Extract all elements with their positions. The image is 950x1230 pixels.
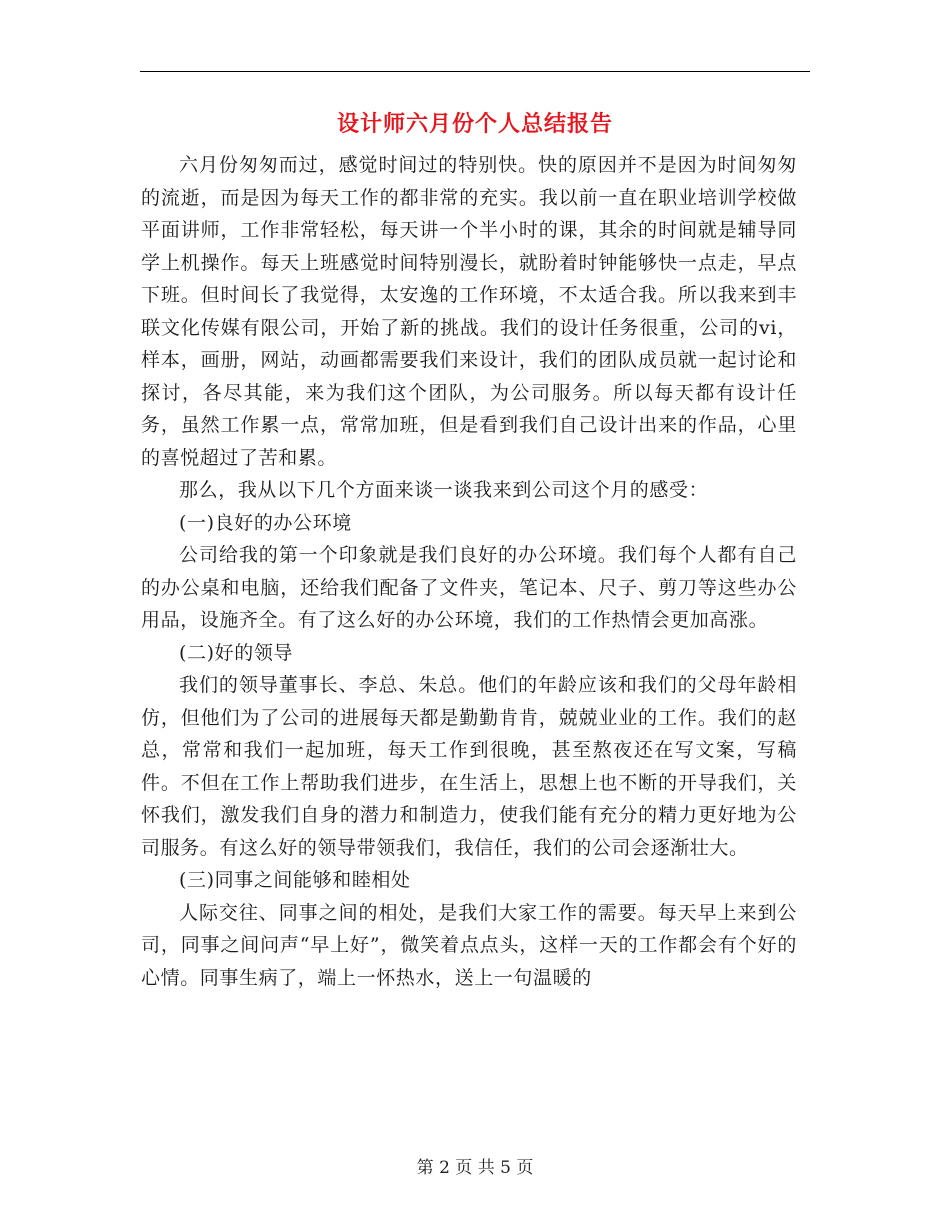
page-title: 设计师六月份个人总结报告 (336, 111, 613, 137)
section-heading: (一)良好的办公环境 (179, 511, 352, 534)
page-number-footer: 第 2 页 共 5 页 (416, 1158, 534, 1178)
document-body (141, 149, 797, 994)
section-heading: (三)同事之间能够和睦相处 (179, 869, 411, 891)
paragraph: 公司给我的第一个印象就是我们良好的办公环境。我们每个人都有自己的办公桌和电脑，还给我们配备了文件夹，笔记本、尺子、剪刀等这些办公用品，设施齐全。有了这么好的办公环境，我们的工作热情会更加高涨。 (141, 544, 797, 631)
paragraph: 六月份匆匆而过，感觉时间过的特别快。快的原因并不是因为时间匆匆的流逝，而是因为每天工作的都非常的充实。我以前一直在职业培训学校做平面讲师，工作非常轻松，每天讲一个半小时的课，其余的时间就是辅导同学上机操作。每天上班感觉时间特别漫长，就盼着时钟能够快一点走，早点下班。但时间长了我觉得，太安逸的工作环境，不太适合我。所以我来到丰联文化传媒有限公司，开始了新的挑战。我们的设计任务很重，公司的vi，样本，画册，网站，动画都需要我们来设计，我们的团队成员就一起讨论和探讨，各尽其能，来为我们这个团队，为公司服务。所以每天都有设计任务，虽然工作累一点，常常加班，但是看到我们自己设计出来的作品，心里的喜悦超过了苦和累。 (141, 154, 797, 469)
paragraph: 我们的领导董事长、李总、朱总。他们的年龄应该和我们的父母年龄相仿，但他们为了公司的进展每天都是勤勤肯肯，兢兢业业的工作。我们的赵总，常常和我们一起加班，每天工作到很晚，甚至熬夜还在写文案，写稿件。不但在工作上帮助我们进步，在生活上，思想上也不断的开导我们，关怀我们，激发我们自身的潜力和制造力，使我们能有充分的精力更好地为公司服务。有这么好的领导带领我们，我信任，我们的公司会逐渐壮大。 (141, 674, 797, 859)
header-rule (140, 71, 810, 72)
paragraph: 人际交往、同事之间的相处，是我们大家工作的需要。每天早上来到公司，同事之间问声“早上好”，微笑着点点头，这样一天的工作都会有个好的心情。同事生病了，端上一怀热水，送上一句温暖的 (141, 901, 797, 989)
section-heading: (二)好的领导 (179, 641, 294, 664)
paragraph: 那么，我从以下几个方面来谈一谈我来到公司这个月的感受： (179, 479, 709, 501)
